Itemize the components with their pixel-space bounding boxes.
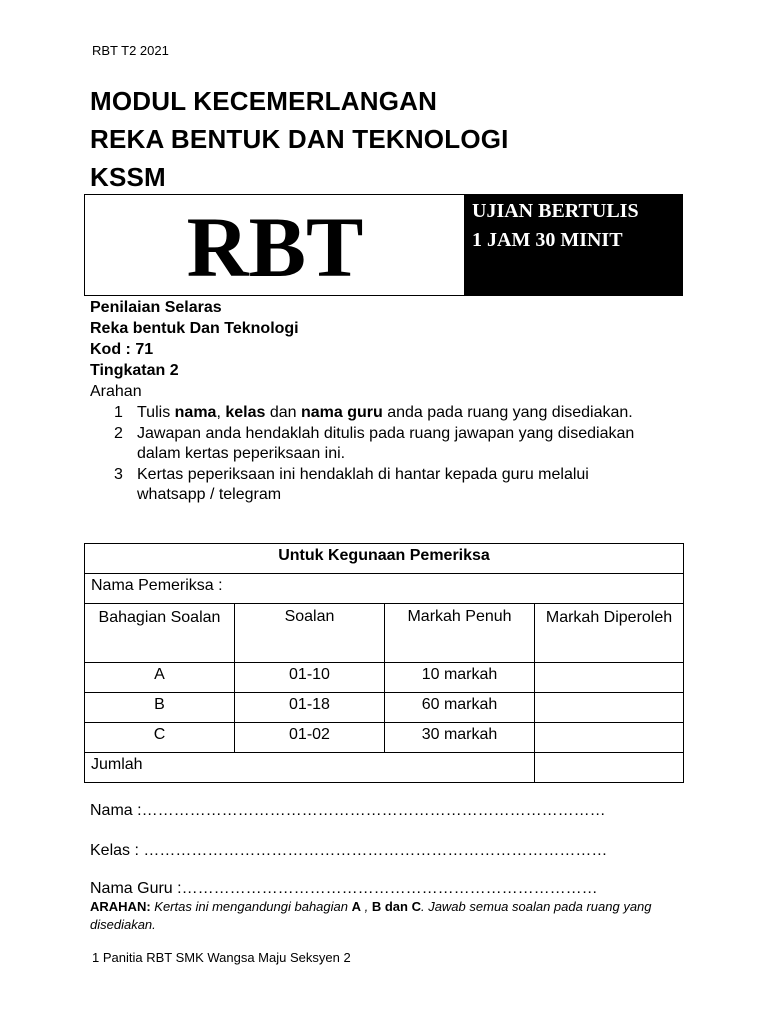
instruction-item: 2 Jawapan anda hendaklah ditulis pada ruang jawapan yang disediakan dalam kertas peperiksaan ini. [114, 424, 635, 462]
subject-label: Reka bentuk Dan Teknologi [90, 320, 299, 337]
title-line-1: MODUL KECEMERLANGAN [90, 86, 438, 116]
exam-type: UJIAN BERTULIS [472, 200, 639, 222]
table-row: A 01-10 10 markah [85, 663, 684, 693]
banner-box [84, 194, 683, 296]
assessment-label: Penilaian Selaras [90, 299, 222, 316]
obtained-marks-cell[interactable] [535, 663, 684, 693]
examiner-name-label: Nama Pemeriksa : [85, 574, 684, 604]
obtained-marks-cell[interactable] [535, 693, 684, 723]
title-line-2: REKA BENTUK DAN TEKNOLOGI [90, 124, 509, 154]
level-label: Tingkatan 2 [90, 362, 179, 379]
header-section: Bahagian Soalan [85, 604, 235, 663]
rbt-logo-text: RBT [186, 199, 364, 295]
header-question: Soalan [235, 604, 385, 663]
exam-duration: 1 JAM 30 MINIT [472, 229, 623, 251]
examiner-table [84, 543, 684, 783]
teacher-name-field[interactable]: Nama Guru :…………………………………………………………………… [90, 880, 598, 897]
table-row: B 01-18 60 markah [85, 693, 684, 723]
code-label: Kod : 71 [90, 341, 154, 358]
title-line-3: KSSM [90, 162, 166, 192]
header-full-marks: Markah Penuh [385, 604, 535, 663]
obtained-marks-cell[interactable] [535, 723, 684, 753]
table-title: Untuk Kegunaan Pemeriksa [85, 544, 684, 574]
total-label: Jumlah [85, 753, 535, 783]
class-field[interactable]: Kelas : …………………………………………………………………………… [90, 842, 608, 859]
instruction-item: 3 Kertas peperiksaan ini hendaklah di hantar kepada guru melalui whatsapp / telegram [114, 465, 589, 503]
table-row: C 01-02 30 markah [85, 723, 684, 753]
exam-info-box [464, 195, 682, 296]
instruction-item: 1 Tulis nama, kelas dan nama guru anda pada ruang yang disediakan. [114, 404, 633, 421]
instructions-list [114, 403, 654, 506]
instructions-heading: Arahan [90, 383, 142, 400]
footer-text: 1 Panitia RBT SMK Wangsa Maju Seksyen 2 [92, 950, 351, 965]
student-name-field[interactable]: Nama :…………………………………………………………………………… [90, 802, 606, 819]
total-marks-cell[interactable] [535, 753, 684, 783]
header-code: RBT T2 2021 [92, 43, 169, 58]
note-text: ARAHAN: Kertas ini mengandungi bahagian A , B dan C. Jawab semua soalan pada ruang yang disediakan. [90, 899, 652, 932]
header-obtained-marks: Markah Diperoleh [535, 604, 684, 663]
